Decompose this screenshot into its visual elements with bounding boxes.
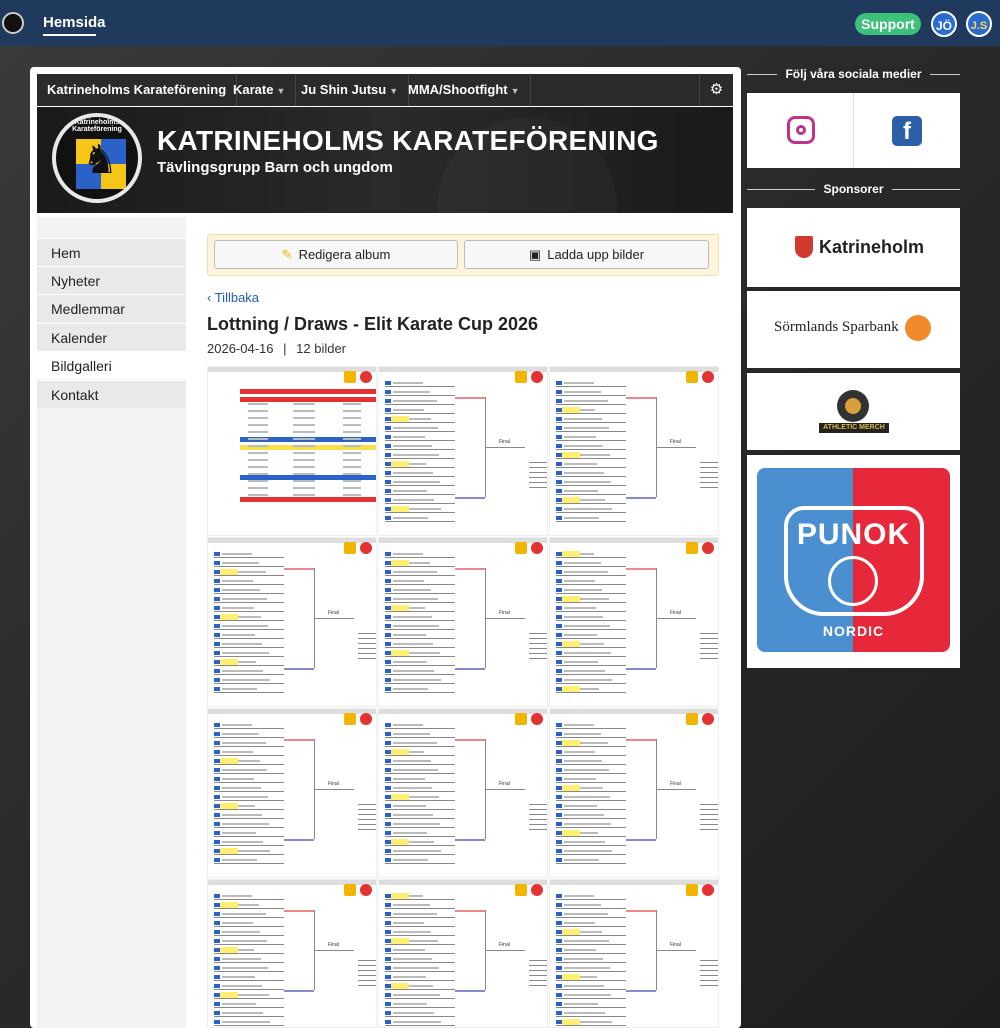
nav-item-mma[interactable]: MMA/Shootfight ▼	[398, 74, 531, 106]
delete-icon[interactable]	[702, 713, 714, 725]
delete-icon[interactable]	[360, 713, 372, 725]
delete-icon[interactable]	[702, 884, 714, 896]
banner-subtitle: Tävlingsgrupp Barn och ungdom	[157, 159, 393, 176]
home-link-underline	[43, 34, 96, 36]
support-button[interactable]: Support	[855, 13, 921, 35]
social-heading: Följ våra sociala medier	[747, 67, 960, 81]
image-icon: ▣	[528, 247, 542, 262]
nav-item-karate[interactable]: Karate ▼	[223, 74, 296, 106]
wolf-logo-icon	[837, 390, 869, 422]
pencil-icon[interactable]	[515, 371, 527, 383]
pencil-icon[interactable]	[686, 542, 698, 554]
sponsor-sormlands-sparbank[interactable]: Sörmlands Sparbank	[747, 291, 960, 368]
side-menu	[37, 217, 186, 1028]
account-avatar[interactable]: J.S	[966, 11, 992, 37]
pencil-icon[interactable]	[344, 371, 356, 383]
side-menu-nyheter[interactable]: Nyheter	[37, 266, 186, 294]
album-image-thumbnail[interactable]: Final	[207, 879, 377, 1028]
pencil-icon[interactable]	[515, 713, 527, 725]
album-image-thumbnail[interactable]: Final	[549, 537, 719, 707]
main-card	[30, 67, 741, 1028]
nav-item-club[interactable]: Katrineholms Karateförening	[37, 74, 237, 106]
pencil-icon[interactable]	[686, 884, 698, 896]
club-emblem	[52, 113, 142, 203]
album-image-thumbnail[interactable]: Final	[378, 366, 548, 536]
album-image-thumbnail[interactable]: Final	[378, 708, 548, 878]
pencil-icon[interactable]	[515, 884, 527, 896]
side-menu-bildgalleri[interactable]: Bildgalleri	[37, 351, 186, 379]
pencil-icon[interactable]	[344, 713, 356, 725]
griffin-icon: ♞	[82, 138, 118, 182]
gear-icon[interactable]: ⚙	[699, 74, 733, 106]
side-menu-kontakt[interactable]: Kontakt	[37, 380, 186, 408]
delete-icon[interactable]	[702, 371, 714, 383]
album-image-thumbnail[interactable]: Final	[549, 366, 719, 536]
globe-icon	[828, 556, 878, 606]
side-menu-kalender[interactable]: Kalender	[37, 323, 186, 351]
album-date: 2026-04-16	[207, 341, 274, 356]
sponsor-punok[interactable]	[747, 455, 960, 668]
back-link[interactable]: ‹ Tillbaka	[207, 290, 260, 305]
pencil-icon[interactable]	[344, 542, 356, 554]
pencil-icon: ✎	[281, 247, 293, 262]
chevron-left-icon: ‹	[207, 290, 215, 305]
sponsor-katrineholm[interactable]: Katrineholm	[747, 208, 960, 287]
site-logo-icon[interactable]	[2, 12, 24, 34]
instagram-icon[interactable]	[787, 116, 815, 144]
nav-item-ju-shin-jutsu[interactable]: Ju Shin Jutsu ▼	[291, 74, 409, 106]
pencil-icon[interactable]	[686, 713, 698, 725]
delete-icon[interactable]	[531, 713, 543, 725]
main-nav	[37, 74, 733, 106]
delete-icon[interactable]	[531, 542, 543, 554]
album-image-thumbnail[interactable]: Final	[549, 879, 719, 1028]
pencil-icon[interactable]	[515, 542, 527, 554]
delete-icon[interactable]	[702, 542, 714, 554]
emblem-text: Katrineholms Karateförening	[72, 119, 122, 133]
album-content	[207, 217, 719, 1028]
album-image-thumbnail[interactable]	[207, 366, 377, 536]
sponsors-heading: Sponsorer	[747, 182, 960, 196]
delete-icon[interactable]	[360, 884, 372, 896]
user-avatar[interactable]: JÖ	[931, 11, 957, 37]
album-meta: 2026-04-16 | 12 bilder	[207, 341, 347, 356]
side-menu-medlemmar[interactable]: Medlemmar	[37, 294, 186, 322]
image-grid	[207, 366, 719, 1028]
top-bar	[0, 0, 1000, 46]
delete-icon[interactable]	[531, 884, 543, 896]
album-image-thumbnail[interactable]: Final	[207, 708, 377, 878]
album-image-thumbnail[interactable]: Final	[378, 879, 548, 1028]
delete-icon[interactable]	[360, 542, 372, 554]
upload-images-button[interactable]: ▣ Ladda upp bilder	[464, 240, 709, 269]
album-title: Lottning / Draws - Elit Karate Cup 2026	[207, 314, 539, 334]
album-image-thumbnail[interactable]: Final	[549, 708, 719, 878]
album-toolbar	[207, 234, 719, 276]
album-image-thumbnail[interactable]: Final	[378, 537, 548, 707]
pencil-icon[interactable]	[686, 371, 698, 383]
facebook-icon[interactable]: f	[892, 116, 922, 146]
album-image-thumbnail[interactable]: Final	[207, 537, 377, 707]
delete-icon[interactable]	[531, 371, 543, 383]
sponsor-athletic-merch[interactable]: ATHLETIC MERCH	[747, 373, 960, 450]
katrineholm-shield-icon	[795, 236, 813, 258]
side-menu-hem[interactable]: Hem	[37, 238, 186, 266]
banner-title: KATRINEHOLMS KARATEFÖRENING	[157, 125, 659, 156]
home-link[interactable]: Hemsida	[43, 14, 106, 31]
edit-album-button[interactable]: ✎ Redigera album	[214, 240, 458, 269]
club-banner	[37, 107, 733, 213]
sparbank-logo-icon	[905, 315, 931, 341]
social-links	[747, 93, 960, 168]
punok-logo: PUNOK NORDIC	[757, 468, 950, 652]
album-count: 12 bilder	[296, 341, 347, 356]
delete-icon[interactable]	[360, 371, 372, 383]
pencil-icon[interactable]	[344, 884, 356, 896]
